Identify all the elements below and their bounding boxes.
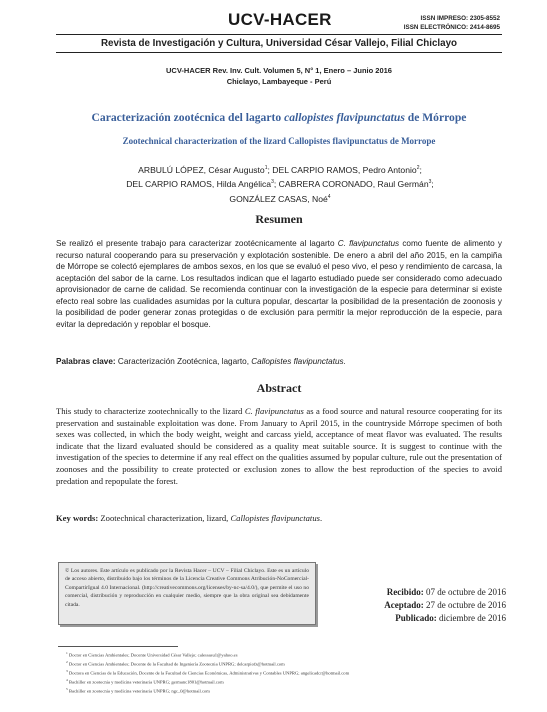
received-date <box>384 586 506 599</box>
footnote-3-text: Doctora en Ciencias de la Educación, Docente de la Facultad de Ciencias Económicas, Administrativas y Contables UNPRG; angelicadcr@hotmail.com <box>67 670 350 676</box>
key-words <box>56 513 502 523</box>
title-es-species: callopistes flavipunctatus <box>284 111 405 124</box>
author-2: ; DEL CARPIO RAMOS, Pedro Antonio <box>267 164 417 175</box>
resumen-species: C. flavipunctatus <box>337 239 400 248</box>
footnote-5 <box>66 686 496 695</box>
footnote-2-text: Doctor en Ciencias Ambientales; Docente de la Facultad de Ingeniería Zootecnia UNPRG; delcarpiofz@hotmail.com <box>67 661 285 667</box>
author-4-affiliation: 3 <box>428 179 432 186</box>
resumen-text <box>56 238 502 330</box>
footnote-4-text: Bachiller en zootecnia y medicina veterinaria UNPRG; germanc1801@hotmail.com <box>67 679 224 685</box>
footnote-rule <box>58 646 178 647</box>
issn-print: ISSN IMPRESO: 2305-8552 <box>420 15 500 22</box>
title-spanish <box>56 111 502 124</box>
palabras-clave-label: Palabras clave: <box>56 357 116 366</box>
author-1: ARBULÚ LÓPEZ, César Augusto <box>138 164 265 175</box>
author-5: GONZÁLEZ CASAS, Noé <box>229 193 328 204</box>
key-words-species: Callopistes flavipunctatus <box>230 513 320 523</box>
footnote-4 <box>66 677 496 686</box>
author-list: ARBULÚ LÓPEZ, César Augusto$^1$; DEL CARPIO RAMOS, Pedro Antonio$^2$; DEL CARPIO RAMOS, Hilda Angélica$^3$; CABRERA CORONADO, Raul Germán$^3$; GONZÁLEZ CASAS, Noé$^4$ <box>126 164 434 204</box>
header-rule-bottom <box>56 52 502 53</box>
header-rule-top <box>56 34 502 35</box>
footnote-1-text: Doctor en Ciencias Ambientales; Docente Universidad César Vallejo; calessasu1@yahoo.es <box>67 652 238 658</box>
abstract-text-part-2: as a food source and natural resource cooperating for its preservation and sustainable exploitation was done. From January to April 2015, in the countryside Mórrope specimen of both sexes was collected, in which the body weight, weight and carcass yield, acceptance of meat flavor was evaluated. The results indicate that the lizard evaluated should be considered as a quality meat suitable source. It is suggest to continue with the investigation of the species to determine if any real effect on the qualities assumed by popular culture, rule out the presentation of zoonoses and the possibility to create protected or exclusion zones to allow the best reproduction of the species to avoid predation and repopulate the forest. <box>56 406 502 486</box>
abstract-text <box>56 406 502 487</box>
author-3-affiliation: 3 <box>271 179 274 186</box>
volume-line: UCV-HACER Rev. Inv. Cult. Volumen 5, N° 1, Enero – Junio 2016 <box>166 66 392 75</box>
published-value: diciembre de 2016 <box>436 613 506 623</box>
author-5-affiliation: 4 <box>327 193 331 200</box>
footnote-2 <box>66 659 496 668</box>
journal-name: Revista de Investigación y Cultura, Universidad César Vallejo, Filial Chiclayo <box>100 38 458 49</box>
published-date <box>384 612 506 625</box>
issn-electronic: ISSN ELECTRÓNICO: 2414-8695 <box>403 24 500 31</box>
footnote-3 <box>66 668 496 677</box>
author-1-affiliation: 1 <box>264 165 268 171</box>
palabras-clave <box>56 357 502 366</box>
footnote-4-marker: 4 <box>66 678 68 683</box>
published-label: Publicado: <box>395 613 437 623</box>
resumen-text-part-2: como fuente de alimento y recurso natural cooperando para su preservación y explotación sostenible. De enero a abril del año 2015, en la campiña de Mórrope se colectó ejemplares de ambos sexos, en los que se evaluó el peso vivo, el peso y rendimiento de carcasa, la aceptación del sabor de la carne. Los resultados indican que el lagarto estudiado puede ser considerado como adecuado aprovisionador de carne de calidad. Se recomienda continuar con la investigación de la especie para determinar si existe efecto real sobre las cualidades asumidas por la cultura popular, descartar la posibilidad de la presentación de zoonosis y la posibilidad de poder generar zonas protegidas o de exclusión para permitir la mejor reproducción de la especie, para evitar la depredación y repoblar el bosque. <box>56 239 503 329</box>
received-label: Recibido: <box>386 587 424 597</box>
footnote-5-marker: 5 <box>66 687 68 692</box>
footnotes <box>66 650 496 695</box>
abstract-text-part-1: This study to characterize zootechnically to the lizard <box>56 406 245 416</box>
accepted-date <box>384 599 506 612</box>
resumen-heading: Resumen <box>255 212 303 226</box>
footnote-5-text: Bachiller en zootecnia y medicina veterinaria UNPRG; ngc_0@hotmail.com <box>67 688 210 694</box>
abstract-species: C. flavipunctatus <box>244 406 304 416</box>
license-box: © Los autores. Este artículo es publicado por la Revista Hacer – UCV – Filial Chiclayo. Este es un artículo de acceso abierto, distribuido bajo los términos de la Licencia Creative Commons Atribución-NoComercial-CompartirIgual 4.0 Internacional. (http://creativecommons.org/licenses/by-nc-sa/4.0/), que permite el uso no comercial, distribución y reproducción en cualquier medio, siempre que la obra original sea debidamente citada. <box>58 562 316 625</box>
palabras-clave-species: Callopistes flavipunctatus. <box>251 357 346 366</box>
author-2-affiliation: 2 <box>416 165 420 171</box>
journal-brand: UCV-HACER <box>228 10 332 29</box>
accepted-value: 27 de octubre de 2016 <box>423 600 506 610</box>
footnote-1-marker: 1 <box>66 651 68 655</box>
key-words-end: . <box>319 513 323 523</box>
palabras-clave-text: Caracterización Zootécnica, lagarto, <box>115 357 252 366</box>
key-words-label: Key words: <box>56 513 99 523</box>
volume-info <box>56 65 502 87</box>
article-dates <box>384 586 506 625</box>
accepted-label: Aceptado: <box>384 600 424 610</box>
title-es-post: de Mórrope <box>404 111 467 124</box>
resumen-text-part-1: Se realizó el presente trabajo para caracterizar zootécnicamente al lagarto <box>56 239 338 248</box>
title-es-pre: Caracterización zootécnica del lagarto <box>91 111 285 124</box>
footnote-2-marker: 2 <box>66 660 68 665</box>
author-4: ; CABRERA CORONADO, Raul Germán <box>273 179 429 190</box>
key-words-text: Zootechnical characterization, lizard, <box>98 513 231 523</box>
footnote-1 <box>66 650 496 659</box>
title-english: Zootechnical characterization of the lizard Callopistes flavipunctatus de Morrope <box>122 136 436 146</box>
received-value: 07 de octubre de 2016 <box>423 587 506 597</box>
abstract-heading: Abstract <box>256 381 302 395</box>
footnote-3-marker: 3 <box>66 669 68 674</box>
location-line: Chiclayo, Lambayeque - Perú <box>226 77 332 86</box>
author-3: DEL CARPIO RAMOS, Hilda Angélica <box>126 179 272 190</box>
